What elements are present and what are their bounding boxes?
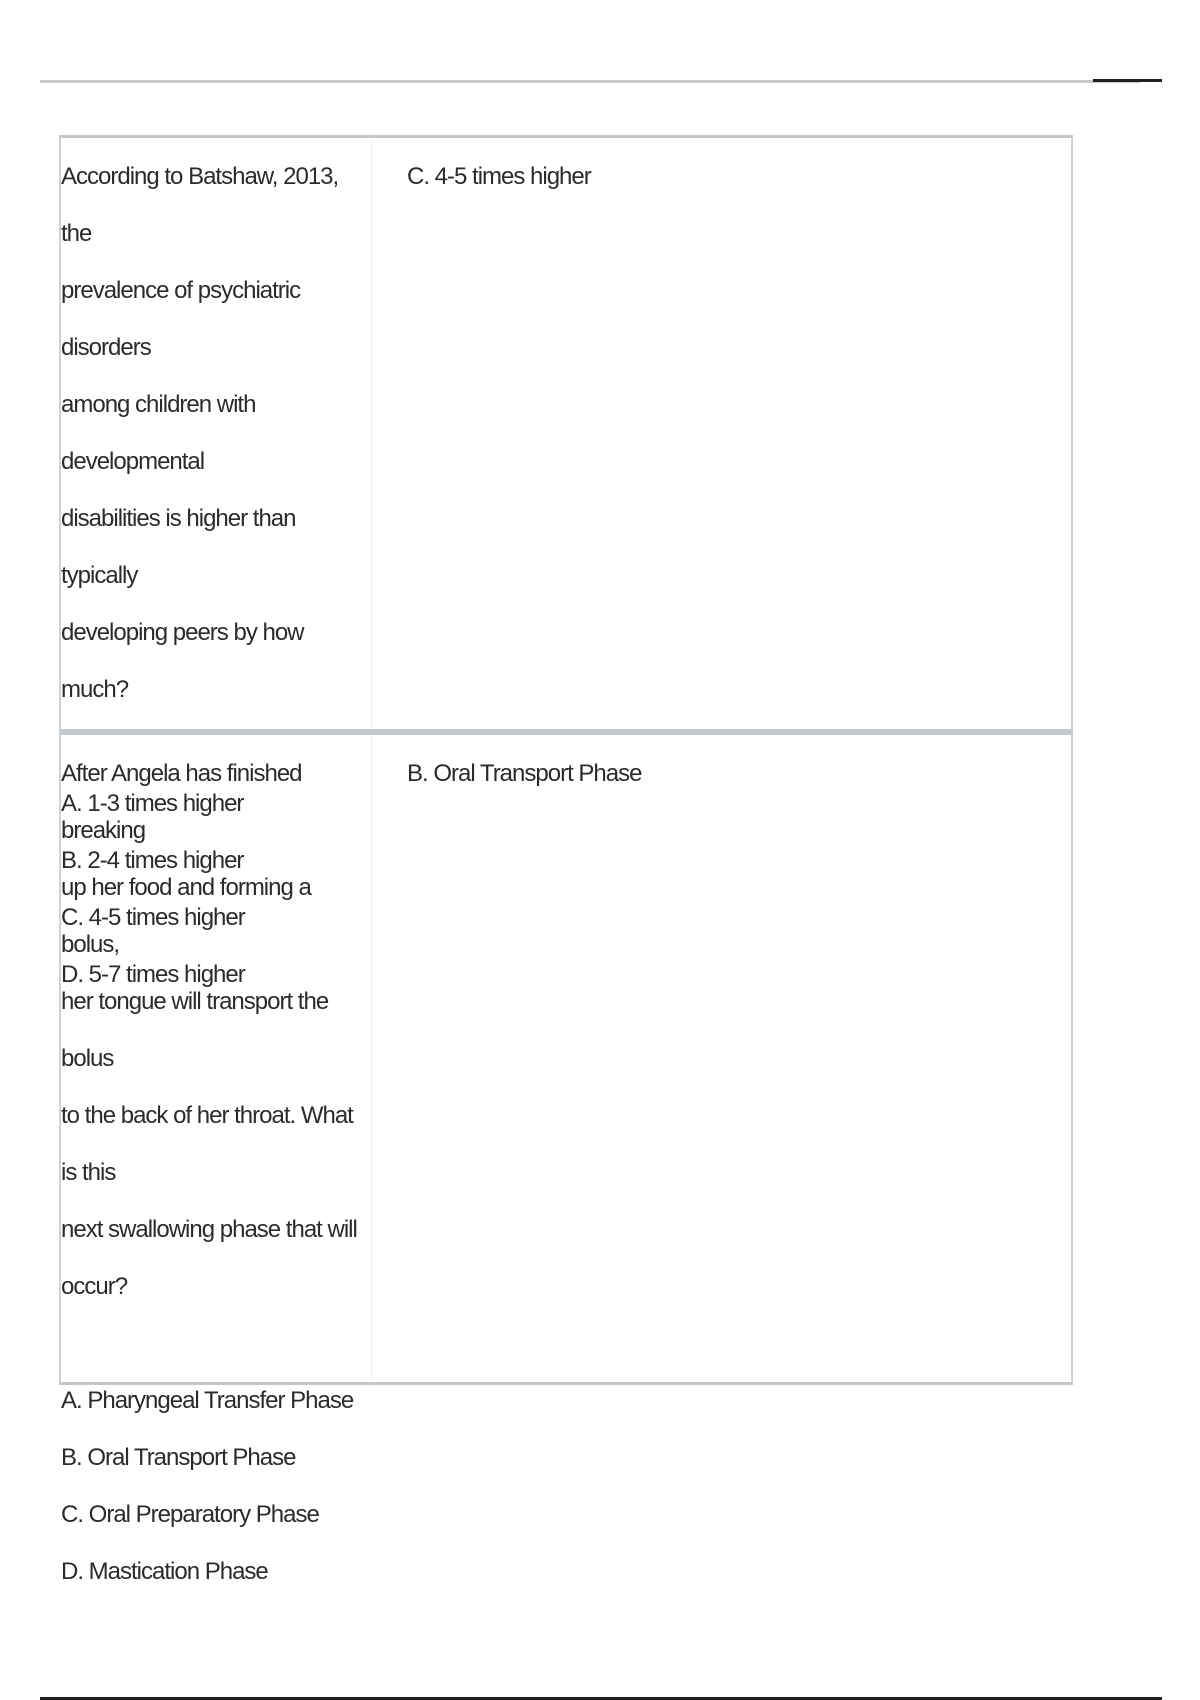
question-line: developing peers by how much? [61,619,304,703]
question-line: prevalence of psychiatric disorders [61,277,301,361]
question-line: her tongue will transport the bolus [61,988,329,1072]
question-line: disabilities is higher than typically [61,505,296,589]
flashcard [59,732,1073,1585]
question-line: After Angela has finished breaking [61,760,302,844]
flashcard-list [59,135,1073,1585]
answer-text: C. 4-5 times higher [407,163,591,190]
option-list [61,1372,371,1600]
question-line: to the back of her throat. What is this [61,1102,353,1186]
option-b: B. 2-4 times higher [61,847,244,874]
top-rule [40,80,1140,83]
spacer [61,1315,371,1372]
question-line: among children with developmental [61,391,256,475]
option-b: B. Oral Transport Phase [61,1444,296,1471]
top-rule-accent [1093,79,1162,82]
answer-cell [372,735,1071,1382]
option-a: A. Pharyngeal Transfer Phase [61,1387,354,1414]
answer-text: B. Oral Transport Phase [407,760,642,787]
option-a: A. 1-3 times higher [61,790,244,817]
answer-cell [372,138,1071,729]
question-line: up her food and forming a bolus, [61,874,311,958]
question-line: According to Batshaw, 2013, the [61,163,339,247]
question-cell [61,735,372,1585]
option-d: D. Mastication Phase [61,1558,268,1585]
question-line: next swallowing phase that will [61,1216,357,1243]
option-d: D. 5-7 times higher [61,961,245,988]
question-line: occur? [61,1273,128,1300]
option-c: C. Oral Preparatory Phase [61,1501,319,1528]
option-c: C. 4-5 times higher [61,904,245,931]
